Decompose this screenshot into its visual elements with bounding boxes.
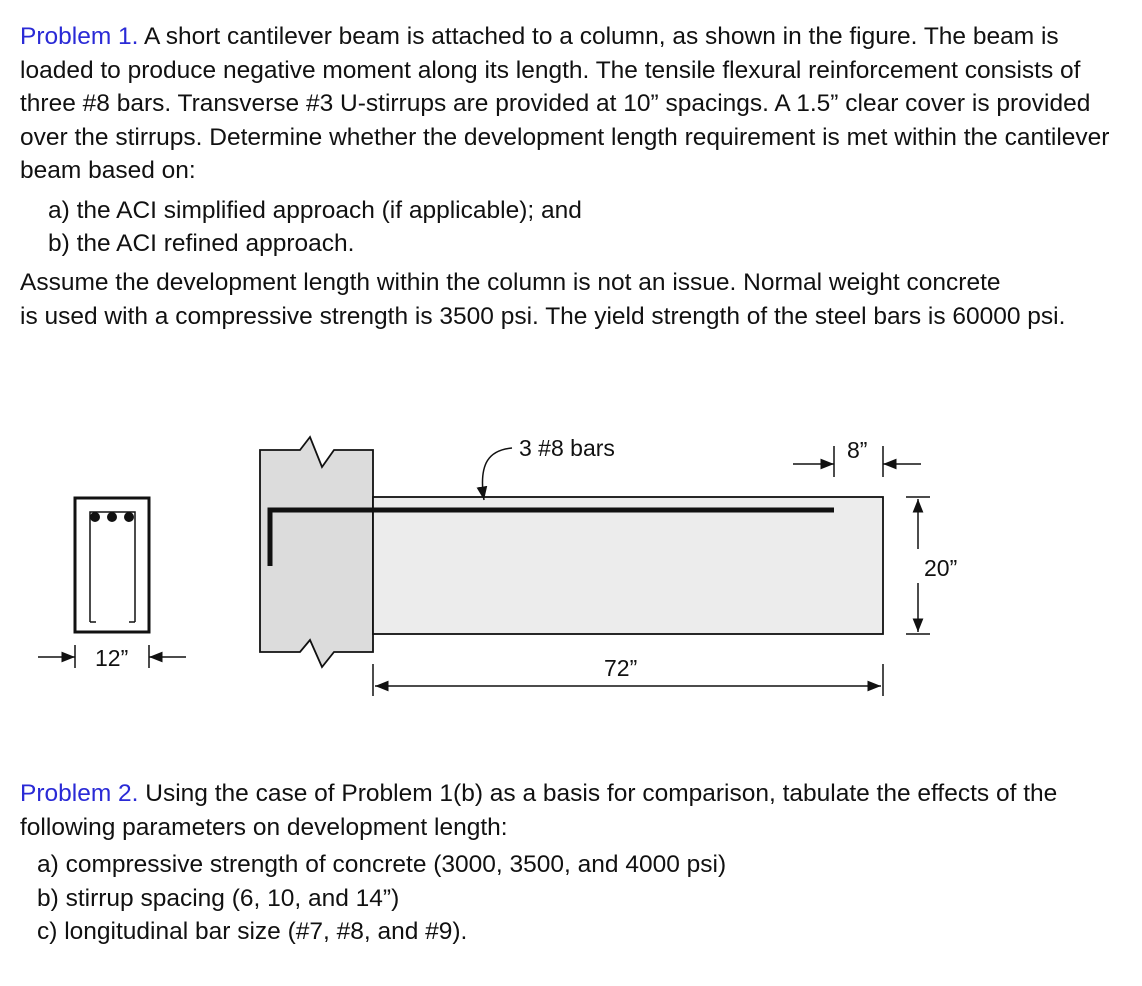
depth-dimension xyxy=(906,497,957,634)
bars-callout xyxy=(482,435,614,500)
problem-2-item-c: c) longitudinal bar size (#7, #8, and #9). xyxy=(37,918,468,945)
problem-1-assumption-line-1: Assume the development length within the column is not an issue. Normal weight concrete xyxy=(20,269,1001,296)
problem-2-item-b: b) stirrup spacing (6, 10, and 14”) xyxy=(37,884,400,912)
problem-1-item-b: b) the ACI refined approach. xyxy=(48,230,355,257)
width-label: 12” xyxy=(95,645,129,671)
column xyxy=(260,437,373,667)
problem-2-label: Problem 2. xyxy=(20,780,139,807)
problem-2-statement xyxy=(20,777,1120,844)
problem-1-label: Problem 1. xyxy=(20,23,139,50)
problem-2 xyxy=(20,777,1120,949)
problem-2-paragraph: Using the case of Problem 1(b) as a basis for comparison, tabulate the effects of the following parameters on development length: xyxy=(20,780,1058,841)
cross-section xyxy=(75,498,149,632)
problem-2-items xyxy=(20,848,1120,949)
depth-label: 20” xyxy=(924,555,958,581)
problem-2-item-a: a) compressive strength of concrete (3000, 3500, and 4000 psi) xyxy=(37,851,727,878)
problem-1-item-a: a) the ACI simplified approach (if applicable); and xyxy=(48,196,582,224)
width-dimension xyxy=(38,645,186,671)
cover-label: 8” xyxy=(847,437,868,463)
bars-label: 3 #8 bars xyxy=(519,435,615,461)
problem-1-assumption-line-2: is used with a compressive strength is 3500 psi. The yield strength of the steel bars is 60000 psi. xyxy=(20,302,1066,330)
length-dimension xyxy=(373,655,883,696)
cover-dimension xyxy=(793,437,921,477)
beam xyxy=(373,497,883,634)
problem-1-paragraph: A short cantilever beam is attached to a column, as shown in the figure. The beam is loaded to produce negative moment along its length. The tensile flexural reinforcement consists of three #8 bars. Transverse #3 U-stirrups are provided at 10” spacings. A 1.5” clear cover is provided over the stirrups. Determine whether the development length requirement is met within the cantilever beam based on: xyxy=(20,23,1110,184)
length-label: 72” xyxy=(604,655,638,681)
